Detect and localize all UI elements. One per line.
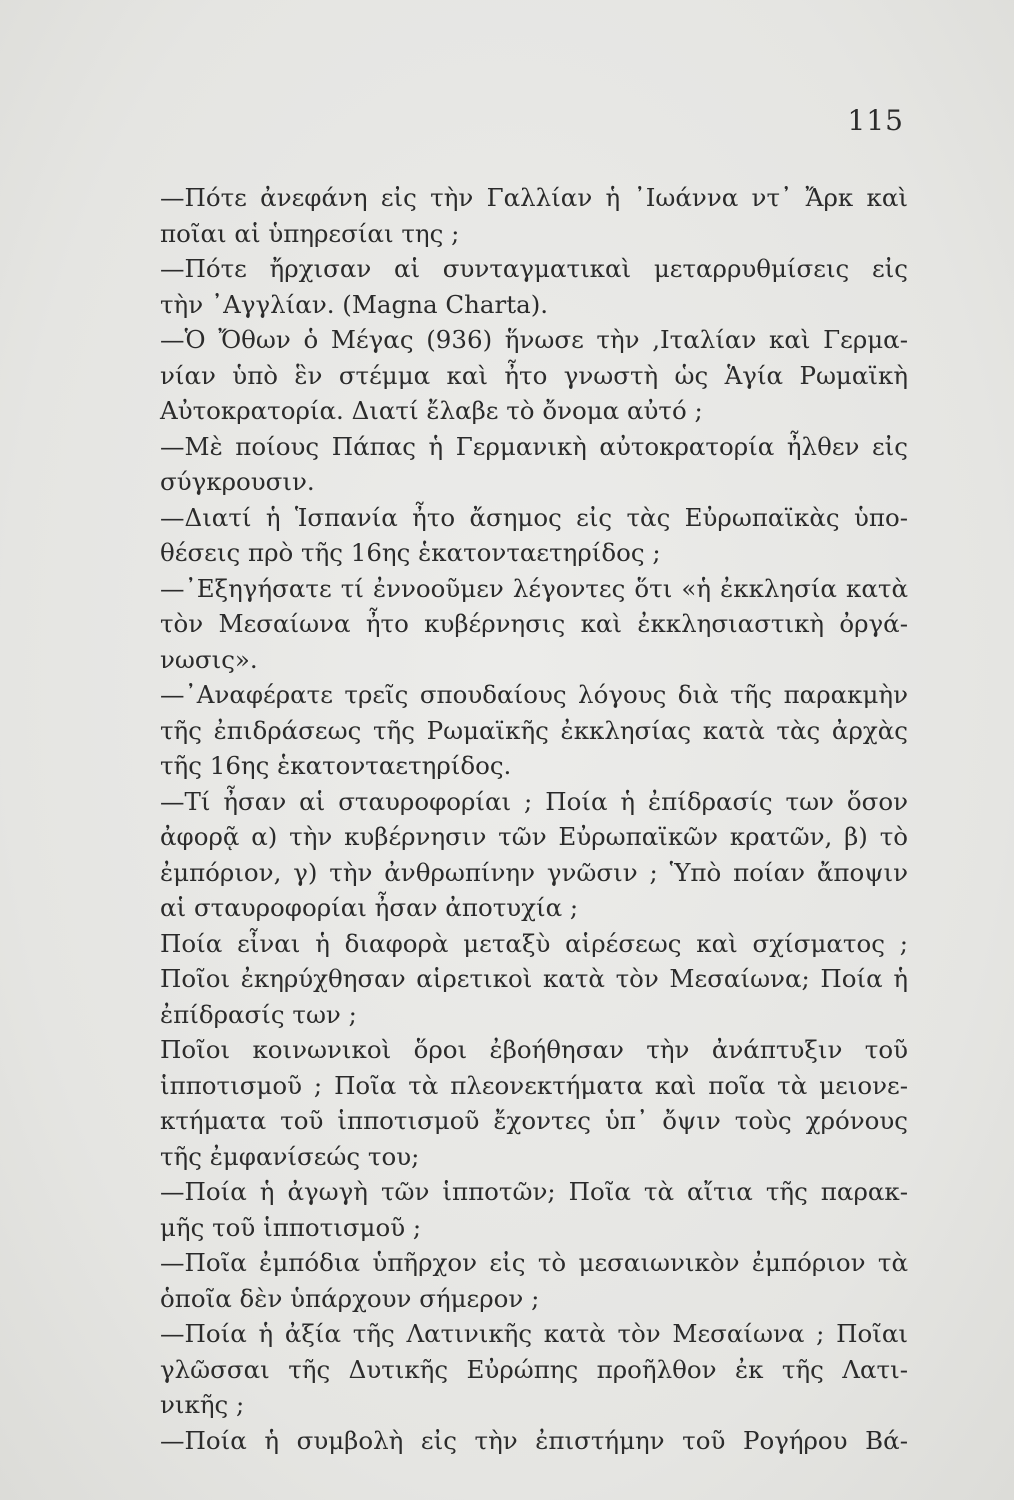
text-line: τὸν Μεσαίωνα ἦτο κυβέρνησις καὶ ἐκκλησιαστικὴ ὀργά- [160, 609, 908, 638]
text-line: —᾿Αναφέρατε τρεῖς σπουδαίους λόγους διὰ τῆς παρακμὴν [160, 680, 908, 709]
text-line: αἱ σταυροφορίαι ἦσαν ἀποτυχία ; [160, 893, 579, 922]
text-line: —Μὲ ποίους Πάπας ἡ Γερμανικὴ αὐτοκρατορία ἦλθεν εἰς [160, 431, 908, 461]
text-line: τῆς 16ης ἑκατονταετηρίδος. [160, 751, 512, 780]
text-line: τὴν ᾿Αγγλίαν. (Magna Charta). [160, 289, 549, 319]
text-line: ἱπποτισμοῦ ; Ποῖα τὰ πλεονεκτήματα καὶ ποῖα τὰ μειονε- [160, 1070, 908, 1100]
text-line: —Ποῖα ἐμπόδια ὑπῆρχον εἰς τὸ μεσαιωνικὸν ἐμπόριον τὰ [160, 1248, 908, 1277]
text-line: θέσεις πρὸ τῆς 16ης ἑκατονταετηρίδος ; [160, 538, 661, 567]
text-line: —Ὁ Ὄθων ὁ Μέγας (936) ἥνωσε τὴν ,Ιταλίαν καὶ Γερμα- [160, 325, 908, 354]
text-line: ἐπίδρασίς των ; [160, 999, 357, 1029]
page-number: 115 [847, 104, 904, 137]
text-line: —Πότε ἤρχισαν αἱ συνταγματικαὶ μεταρρυθμίσεις εἰς [160, 254, 908, 283]
text-line: ἀφορᾷ α) τὴν κυβέρνησιν τῶν Εὐρωπαϊκῶν κρατῶν, β) τὸ [160, 822, 908, 851]
text-line: —᾿Εξηγήσατε τί ἐννοοῦμεν λέγοντες ὅτι «ἡ ἐκκλησία κατὰ [160, 573, 908, 603]
text-line: Ποῖοι ἐκηρύχθησαν αἱρετικοὶ κατὰ τὸν Μεσαίωνα; Ποία ἡ [160, 964, 908, 993]
text-line: —Τί ἦσαν αἱ σταυροφορίαι ; Ποία ἡ ἐπίδρασίς των ὅσον [160, 786, 908, 816]
text-line: Αὐτοκρατορία. Διατί ἔλαβε τὸ ὄνομα αὐτό ; [160, 396, 703, 425]
text-line: —Ποία ἡ ἀγωγὴ τῶν ἱπποτῶν; Ποῖα τὰ αἴτια τῆς παρακ- [160, 1177, 908, 1206]
text-line: —Πότε ἀνεφάνη εἰς τὴν Γαλλίαν ἡ ᾿Ιωάννα ντ᾿ Ἄρκ καὶ [160, 183, 908, 212]
text-line: Ποία εἶναι ἡ διαφορὰ μεταξὺ αἱρέσεως καὶ σχίσματος ; [160, 928, 908, 958]
text-line: —Διατί ἡ Ἱσπανία ἦτο ἄσημος εἰς τὰς Εὐρωπαϊκὰς ὑπο- [160, 502, 908, 532]
text-line: τῆς ἐμφανίσεώς του; [160, 1141, 420, 1171]
text-line: ποῖαι αἱ ὑπηρεσίαι της ; [160, 218, 460, 248]
text-line: ἐμπόριον, γ) τὴν ἀνθρωπίνην γνῶσιν ; Ὑπὸ ποίαν ἄποψιν [160, 857, 908, 887]
text-line: σύγκρουσιν. [160, 467, 315, 496]
text-line: μῆς τοῦ ἱπποτισμοῦ ; [160, 1212, 422, 1242]
text-line: τῆς ἐπιδράσεως τῆς Ρωμαϊκῆς ἐκκλησίας κατὰ τὰς ἀρχὰς [160, 715, 908, 745]
text-line: —Ποία ἡ ἀξία τῆς Λατινικῆς κατὰ τὸν Μεσαίωνα ; Ποῖαι [160, 1319, 908, 1348]
text-line: γλῶσσαι τῆς Δυτικῆς Εὐρώπης προῆλθον ἐκ τῆς Λατι- [160, 1354, 908, 1384]
text-line: —Ποία ἡ συμβολὴ εἰς τὴν ἐπιστήμην τοῦ Ρογήρου Βά- [160, 1425, 908, 1455]
text-line: κτήματα τοῦ ἱπποτισμοῦ ἔχοντες ὑπ᾿ ὄψιν τοὺς χρόνους [160, 1106, 908, 1135]
text-line: νικῆς ; [160, 1390, 245, 1419]
text-line: νωσις». [160, 644, 258, 674]
text-line: νίαν ὑπὸ ἓν στέμμα καὶ ἦτο γνωστὴ ὡς Ἁγία Ρωμαϊκὴ [160, 360, 908, 390]
text-line: Ποῖοι κοινωνικοὶ ὅροι ἐβοήθησαν τὴν ἀνάπτυξιν τοῦ [160, 1035, 908, 1064]
text-line: ὁποῖα δὲν ὑπάρχουν σήμερον ; [160, 1283, 540, 1313]
